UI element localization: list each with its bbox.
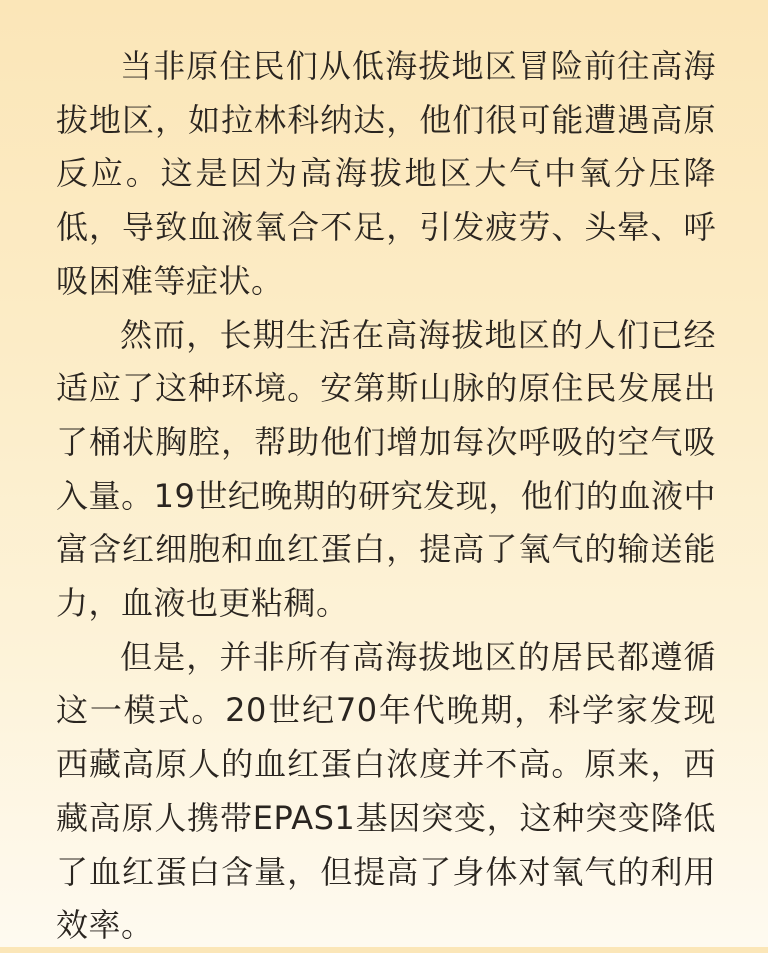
article-body (56, 40, 716, 953)
paragraph-1: 当非原住民们从低海拔地区冒险前往高海拔地区，如拉林科纳达，他们很可能遭遇高原反应。这是因为高海拔地区大气中氧分压降低，导致血液氧合不足，引发疲劳、头晕、呼吸困难等症状。 (56, 47, 716, 300)
paragraph-2: 然而，长期生活在高海拔地区的人们已经适应了这种环境。安第斯山脉的原住民发展出了桶状胸腔，帮助他们增加每次呼吸的空气吸入量。19世纪晚期的研究发现，他们的血液中富含红细胞和血红蛋白，提高了氧气的输送能力，血液也更粘稠。 (56, 315, 716, 623)
paragraph-3: 但是，并非所有高海拔地区的居民都遵循这一模式。20世纪70年代晚期，科学家发现西藏高原人的血红蛋白浓度并不高。原来，西藏高原人携带EPAS1基因突变，这种突变降低了血红蛋白含量，但提高了身体对氧气的利用效率。 (56, 637, 716, 945)
